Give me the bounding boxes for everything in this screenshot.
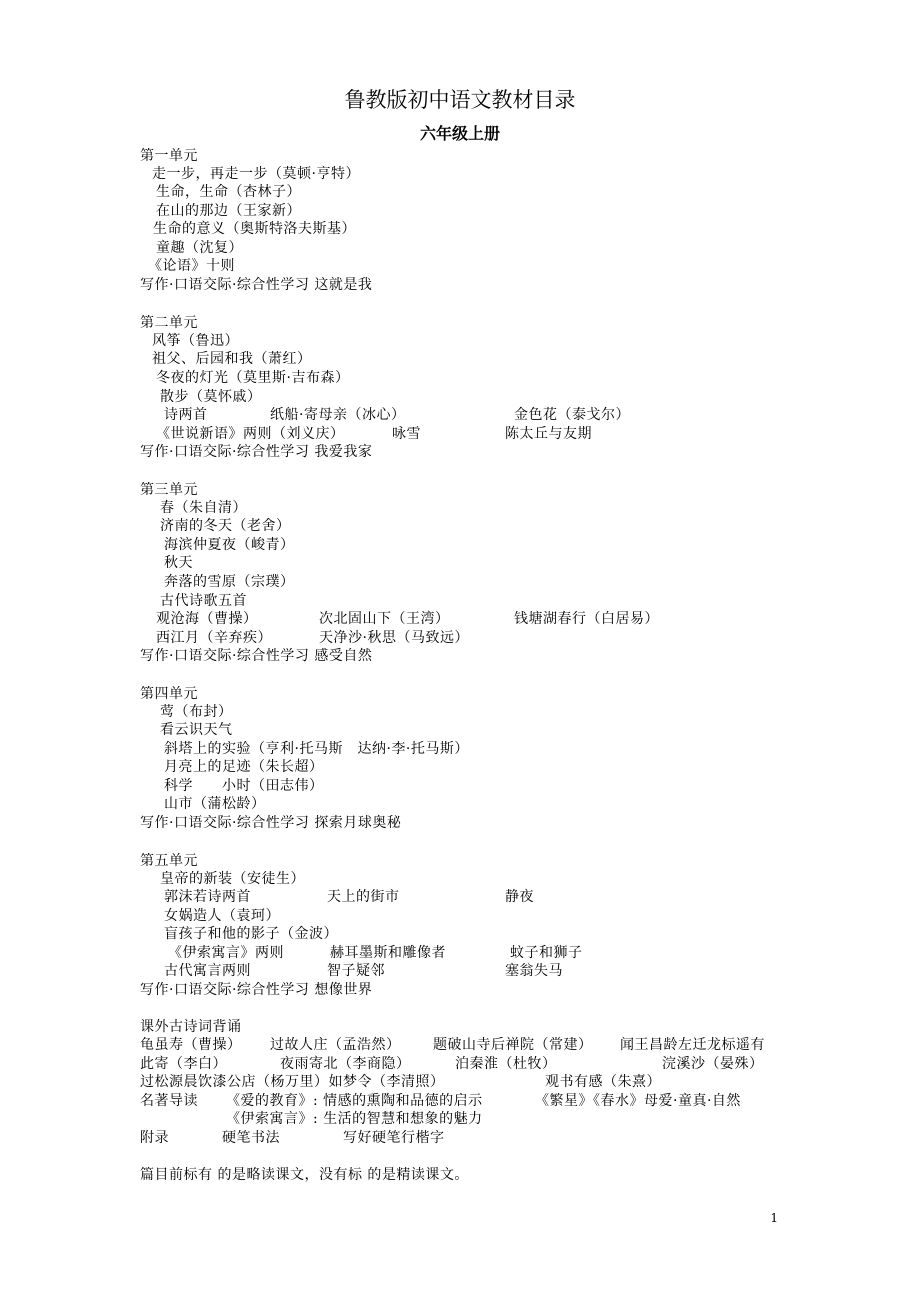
unit5-heading: 第五单元 [140, 853, 198, 869]
unit3-lesson-3: 海滨仲夏夜（峻青） [164, 537, 295, 553]
unit2-lesson-5c: 金色花（泰戈尔） [514, 407, 630, 423]
unit3-writing: 写作·口语交际·综合性学习 感受自然 [140, 648, 373, 664]
unit1-writing: 写作·口语交际·综合性学习 这就是我 [140, 277, 373, 293]
unit4-heading: 第四单元 [140, 686, 198, 702]
footnote: 篇目前标有 的是略读课文，没有标 的是精读课文。 [140, 1167, 469, 1183]
unit5-lesson-1: 皇帝的新装（安徒生） [160, 871, 305, 887]
unit5-lesson-6b: 智子疑邻 [327, 963, 385, 979]
unit2-lesson-6b: 咏雪 [392, 426, 421, 442]
unit1-heading: 第一单元 [140, 148, 198, 164]
unit1-lesson-5: 童趣（沈复） [156, 240, 243, 256]
unit3-poem-3: 钱塘湖春行（白居易） [514, 611, 659, 627]
unit3-lesson-6: 古代诗歌五首 [160, 593, 247, 609]
page-title: 鲁教版初中语文教材目录 [344, 88, 576, 112]
unit5-lesson-6c: 塞翁失马 [505, 963, 563, 979]
unit3-lesson-4: 秋天 [164, 555, 193, 571]
unit1-lesson-3: 在山的那边（王家新） [156, 203, 301, 219]
extra-poem-6: 泊秦淮（杜牧） [455, 1056, 557, 1072]
unit2-writing: 写作·口语交际·综合性学习 我爱我家 [140, 444, 373, 460]
unit2-lesson-4: 散步（莫怀戚） [160, 389, 262, 405]
extra-poem-7: 浣溪沙（晏殊） [662, 1056, 764, 1072]
extra-poem-4: 闻王昌龄左迁龙标遥有 [620, 1037, 765, 1053]
grade-subtitle: 六年级上册 [419, 124, 500, 143]
unit3-lesson-1: 春（朱自清） [160, 500, 247, 516]
unit3-lesson-2: 济南的冬天（老舍） [160, 518, 291, 534]
unit2-lesson-6c: 陈太丘与友期 [505, 426, 592, 442]
appendix-label: 附录 [140, 1130, 169, 1146]
unit1-lesson-4: 生命的意义（奥斯特洛夫斯基） [153, 221, 356, 237]
unit2-lesson-3: 冬夜的灯光（莫里斯·吉布森） [156, 370, 350, 386]
extra-heading: 课外古诗词背诵 [140, 1019, 242, 1035]
unit5-lesson-5c: 蚊子和狮子 [510, 945, 583, 961]
unit4-lesson-2: 看云识天气 [160, 722, 233, 738]
unit2-heading: 第二单元 [140, 315, 198, 331]
appendix-item-1: 硬笔书法 [222, 1130, 280, 1146]
unit2-lesson-2: 祖父、后园和我（萧红） [152, 351, 312, 367]
unit5-lesson-2c: 静夜 [505, 889, 534, 905]
unit5-lesson-4: 盲孩子和他的影子（金波） [164, 926, 338, 942]
unit4-writing: 写作·口语交际·综合性学习 探索月球奥秘 [140, 815, 402, 831]
page-number: 1 [770, 1211, 778, 1225]
unit2-lesson-6a: 《世说新语》两则（刘义庆） [156, 426, 345, 442]
unit3-poem-1: 观沧海（曹操） [156, 611, 258, 627]
unit4-lesson-3: 斜塔上的实验（亨利·托马斯 达纳·李·托马斯） [164, 741, 469, 757]
unit5-lesson-6a: 古代寓言两则 [164, 963, 251, 979]
unit4-lesson-1: 莺（布封） [160, 704, 233, 720]
unit2-lesson-5a: 诗两首 [164, 407, 208, 423]
unit3-heading: 第三单元 [140, 482, 198, 498]
extra-poem-1: 龟虽寿（曹操） [140, 1037, 242, 1053]
unit4-lesson-5a: 科学 [164, 778, 193, 794]
unit4-lesson-4: 月亮上的足迹（朱长超） [164, 759, 324, 775]
guide-item-3: 《伊索寓言》: 生活的智慧和想象的魅力 [226, 1111, 483, 1127]
unit5-lesson-2a: 郭沫若诗两首 [164, 889, 251, 905]
unit5-lesson-5a: 《伊索寓言》两则 [168, 945, 284, 961]
guide-label: 名著导读 [140, 1093, 198, 1109]
unit5-lesson-5b: 赫耳墨斯和雕像者 [330, 945, 446, 961]
guide-item-1: 《爱的教育》: 情感的熏陶和品德的启示 [226, 1093, 483, 1109]
extra-poem-2: 过故人庄（孟浩然） [270, 1037, 401, 1053]
appendix-item-2: 写好硬笔行楷字 [343, 1130, 445, 1146]
unit5-lesson-2b: 天上的街市 [327, 889, 400, 905]
unit1-lesson-2: 生命，生命（杏林子） [156, 184, 301, 200]
unit5-lesson-3: 女娲造人（袁珂） [164, 908, 280, 924]
extra-poem-5: 夜雨寄北（李商隐） [280, 1056, 411, 1072]
unit1-lesson-1: 走一步，再走一步（莫顿·亨特） [152, 166, 360, 182]
extra-poem-4-cont: 此寄（李白） [140, 1056, 227, 1072]
extra-poem-9: 观书有感（朱熹） [545, 1074, 661, 1090]
unit1-lesson-6: 《论语》十则 [148, 258, 235, 274]
unit3-poem-5: 天净沙·秋思（马致远） [319, 630, 469, 646]
unit4-lesson-6: 山市（蒲松龄） [164, 796, 266, 812]
unit3-poem-2: 次北固山下（王湾） [319, 611, 450, 627]
unit4-lesson-5b: 小时（田志伟） [222, 778, 324, 794]
extra-poem-8: 过松源晨饮漆公店（杨万里）如梦令（李清照） [140, 1074, 445, 1090]
unit5-writing: 写作·口语交际·综合性学习 想像世界 [140, 982, 373, 998]
unit3-lesson-5: 奔落的雪原（宗璞） [164, 574, 295, 590]
extra-poem-3: 题破山寺后禅院（常建） [433, 1037, 593, 1053]
unit3-poem-4: 西江月（辛弃疾） [156, 630, 272, 646]
guide-item-2: 《繁星》《春水》母爱·童真·自然 [535, 1093, 741, 1109]
unit2-lesson-1: 风筝（鲁迅） [152, 333, 239, 349]
unit2-lesson-5b: 纸船·寄母亲（冰心） [270, 407, 406, 423]
